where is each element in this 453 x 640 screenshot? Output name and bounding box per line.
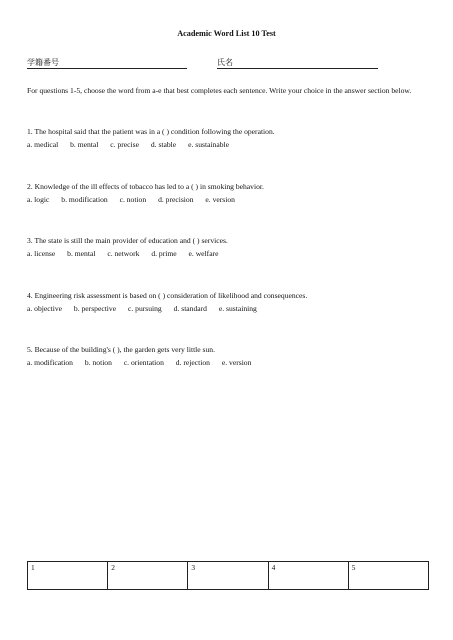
option: d. precision (158, 195, 194, 204)
question-5 (27, 345, 427, 367)
student-id-row (27, 57, 378, 69)
answer-table (27, 561, 429, 590)
question-3 (27, 236, 427, 258)
answer-cell-4[interactable]: 4 (268, 562, 348, 590)
question-options (27, 304, 427, 313)
option: b. notion (84, 358, 112, 367)
option: b. perspective (73, 304, 117, 313)
question-4 (27, 291, 427, 313)
question-stem: 4. Engineering risk assessment is based on ( ) consideration of likelihood and consequences. (27, 291, 308, 300)
option: c. orientation (123, 358, 164, 367)
name-field[interactable] (217, 68, 378, 69)
option: c. precise (110, 140, 139, 149)
option: e. version (205, 195, 235, 204)
option: b. mental (70, 140, 99, 149)
answer-cell-5[interactable]: 5 (348, 562, 428, 590)
question-stem: 2. Knowledge of the ill effects of tobacco has led to a ( ) in smoking behavior. (27, 182, 264, 191)
option: b. mental (67, 249, 96, 258)
question-1 (27, 127, 427, 149)
question-stem: 5. Because of the building's ( ), the garden gets very little sun. (27, 345, 216, 354)
option: e. sustaining (218, 304, 257, 313)
student-number-label: 学籍番号 (27, 58, 59, 67)
option: a. modification (27, 358, 73, 367)
answer-cell-2[interactable]: 2 (108, 562, 188, 590)
page-title: Academic Word List 10 Test (177, 29, 276, 38)
option: c. notion (119, 195, 147, 204)
answer-cell-3[interactable]: 3 (188, 562, 268, 590)
option: a. objective (27, 304, 62, 313)
instructions: For questions 1-5, choose the word from a-e that best completes each sentence. Write your choice in the answer section below. (27, 86, 412, 95)
option: e. sustainable (188, 140, 229, 149)
option: c. pursuing (127, 304, 162, 313)
option: c. network (107, 249, 140, 258)
question-options (27, 249, 427, 258)
option: d. stable (150, 140, 177, 149)
question-stem: 3. The state is still the main provider of education and ( ) services. (27, 236, 228, 245)
name-label: 氏名 (217, 58, 233, 67)
option: b. modification (61, 195, 108, 204)
answer-cell-1[interactable]: 1 (28, 562, 108, 590)
option: e. welfare (188, 249, 219, 258)
question-2 (27, 182, 427, 204)
question-options (27, 195, 427, 204)
option: d. rejection (175, 358, 210, 367)
option: a. logic (27, 195, 50, 204)
option: d. standard (173, 304, 207, 313)
option: a. medical (27, 140, 59, 149)
option: e. version (221, 358, 252, 367)
question-options (27, 140, 427, 149)
option: a. license (27, 249, 56, 258)
student-number-field[interactable] (27, 68, 187, 69)
question-stem: 1. The hospital said that the patient was in a ( ) condition following the operation. (27, 127, 275, 136)
question-options (27, 358, 427, 367)
option: d. prime (151, 249, 177, 258)
